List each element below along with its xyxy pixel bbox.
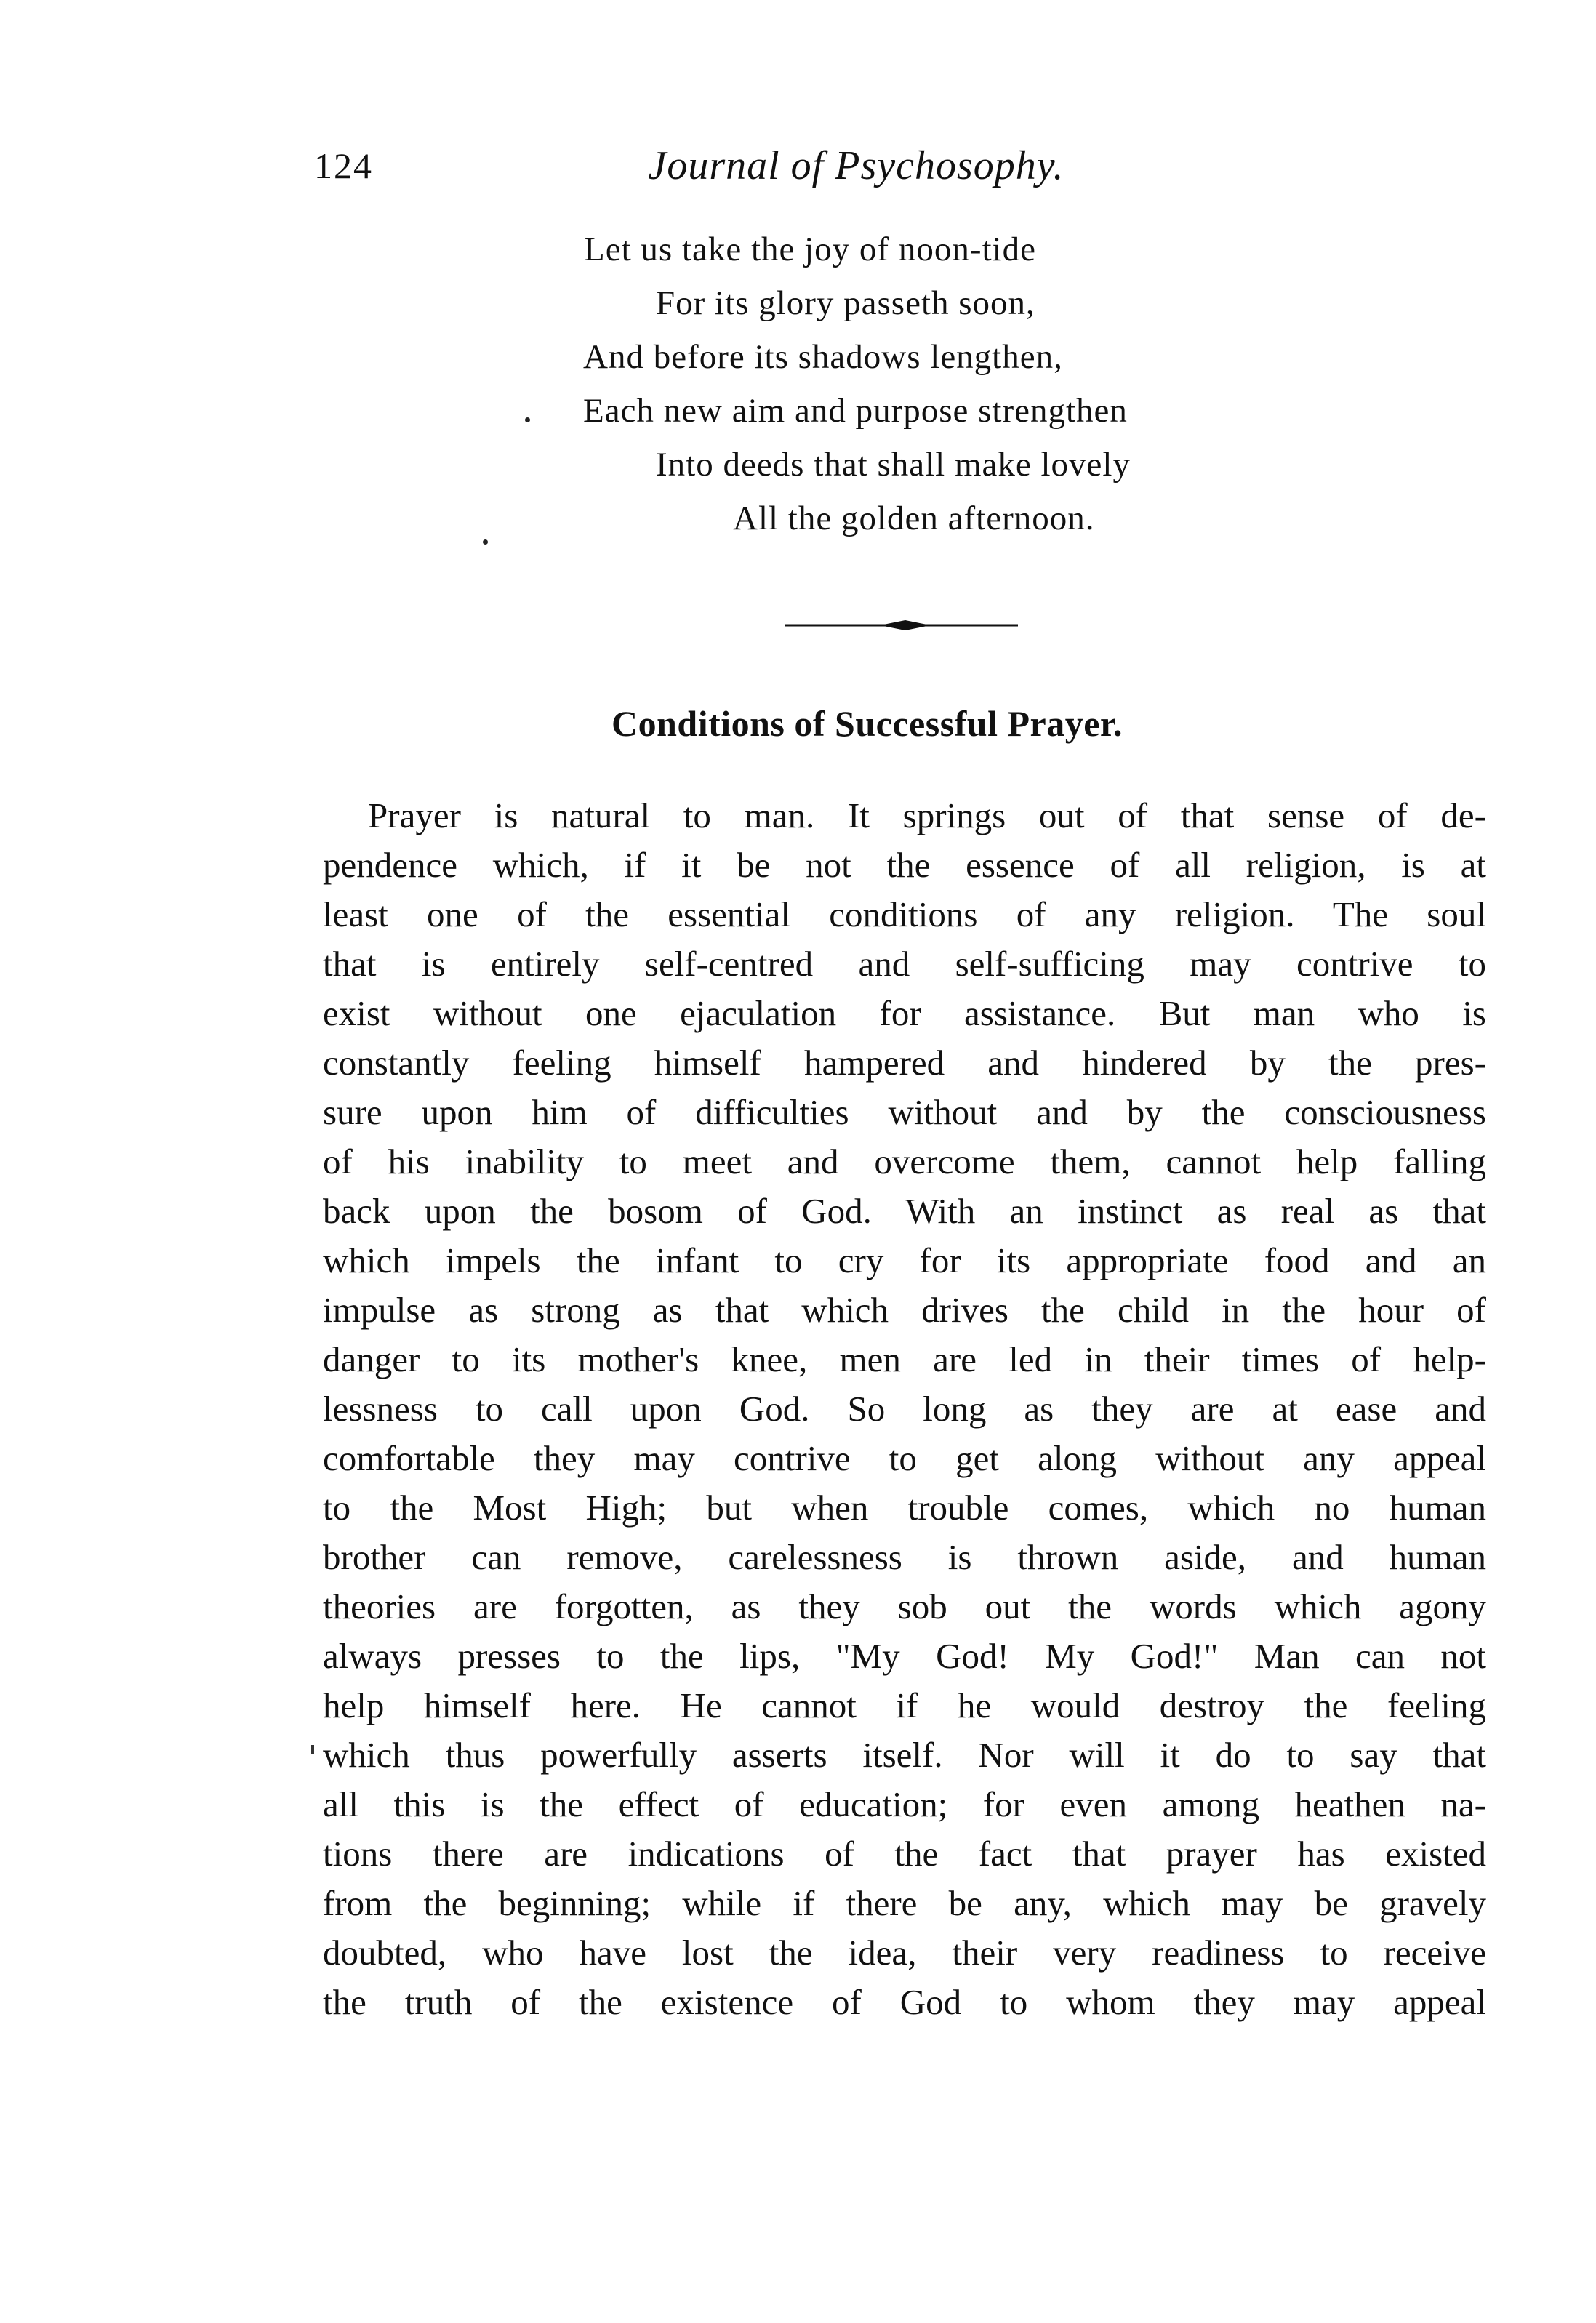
body-line: exist without one ejaculation for assistance. But man who is [323, 993, 1486, 1033]
body-line: help himself here. He cannot if he would destroy the feeling [323, 1685, 1486, 1725]
body-line: tions there are indications of the fact that prayer has existed [323, 1834, 1486, 1874]
stray-dot [483, 539, 488, 545]
body-line: brother can remove, carelessness is thrown aside, and human [323, 1537, 1486, 1577]
body-line: least one of the essential conditions of any religion. The soul [323, 894, 1486, 934]
poem-line: For its glory passeth soon, [656, 284, 1035, 322]
body-line: to the Most High; but when trouble comes, which no human [323, 1488, 1486, 1528]
poem-line: All the golden afternoon. [733, 499, 1095, 537]
body-line: doubted, who have lost the idea, their very readiness to receive [323, 1933, 1486, 1973]
body-line: all this is the effect of education; for even among heathen na- [323, 1784, 1486, 1824]
body-line: pendence which, if it be not the essence of all religion, is at [323, 845, 1486, 885]
stray-mark [311, 1745, 314, 1754]
stray-dot [525, 417, 530, 422]
body-line: lessness to call upon God. So long as they are at ease and [323, 1389, 1486, 1429]
body-line: that is entirely self-centred and self-sufficing may contrive to [323, 944, 1486, 984]
body-line: theories are forgotten, as they sob out the words which agony [323, 1586, 1486, 1626]
body-line: back upon the bosom of God. With an instinct as real as that [323, 1191, 1486, 1231]
body-line: from the beginning; while if there be any, which may be gravely [323, 1883, 1486, 1923]
poem-line: Let us take the joy of noon-tide [584, 230, 1036, 268]
poem-line: And before its shadows lengthen, [583, 338, 1063, 376]
section-divider-ornament [785, 617, 1018, 634]
body-line: which impels the infant to cry for its appropriate food and an [323, 1240, 1486, 1280]
body-line: impulse as strong as that which drives the child in the hour of [323, 1290, 1486, 1330]
body-line: constantly feeling himself hampered and hindered by the pres- [323, 1043, 1486, 1083]
body-line: Prayer is natural to man. It springs out of that sense of de- [368, 795, 1486, 835]
article-body [323, 791, 1486, 2027]
body-line: which thus powerfully asserts itself. Nor will it do to say that [323, 1735, 1486, 1775]
body-line: always presses to the lips, "My God! My God!" Man can not [323, 1636, 1486, 1676]
body-line: danger to its mother's knee, men are led in their times of help- [323, 1339, 1486, 1379]
running-head: Journal of Psychosophy. [648, 143, 1064, 188]
body-line: sure upon him of difficulties without and by the consciousness [323, 1092, 1486, 1132]
body-line: of his inability to meet and overcome them, cannot help falling [323, 1142, 1486, 1181]
article-title: Conditions of Successful Prayer. [611, 703, 1123, 744]
body-line: comfortable they may contrive to get along without any appeal [323, 1438, 1486, 1478]
poem-line: Into deeds that shall make lovely [656, 446, 1131, 484]
page-number: 124 [314, 145, 373, 186]
poem-line: Each new aim and purpose strengthen [583, 392, 1128, 430]
body-line: the truth of the existence of God to whom they may appeal [323, 1982, 1486, 2022]
